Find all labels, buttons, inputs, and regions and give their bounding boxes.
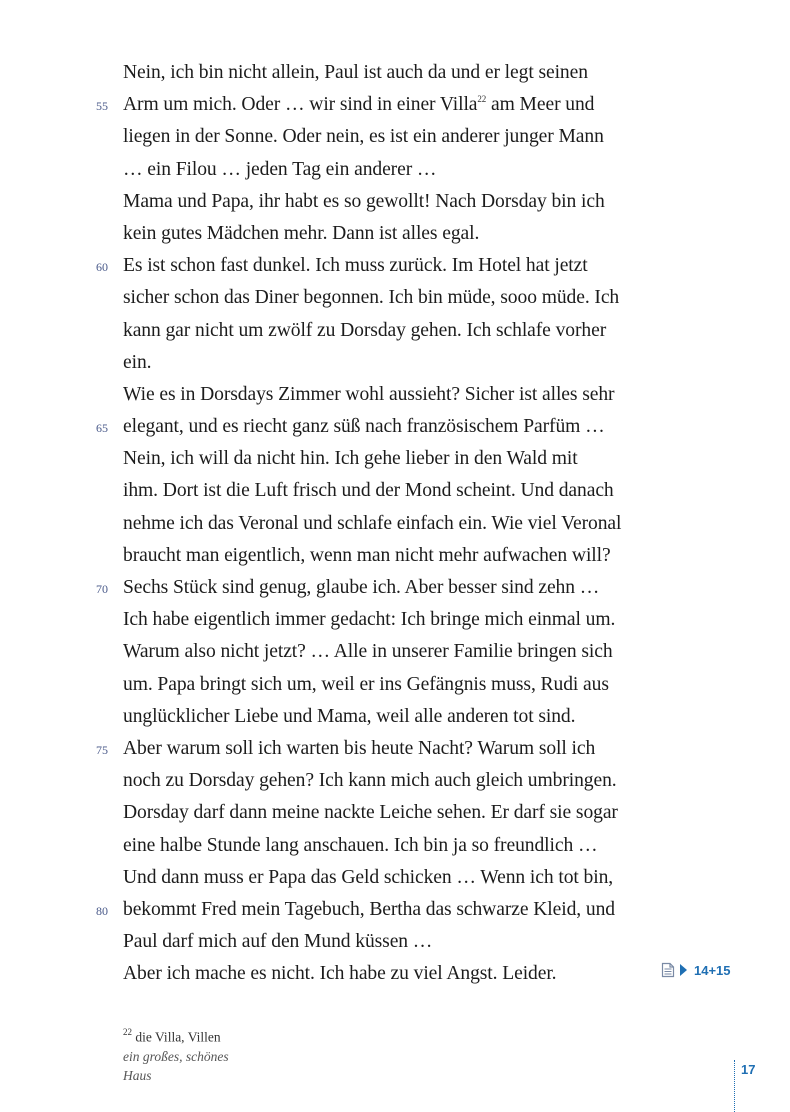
line-text: Sechs Stück sind genug, glaube ich. Aber besser sind zehn … — [123, 577, 600, 598]
footnote-definition-line-1: ein großes, schönes — [123, 1048, 229, 1064]
line-number: 75 — [96, 742, 108, 757]
line-text: Nein, ich will da nicht hin. Ich gehe lieber in den Wald mit — [123, 448, 578, 470]
line-text: um. Papa bringt sich um, weil er ins Gefängnis muss, Rudi aus — [123, 673, 609, 695]
text-line — [0, 797, 790, 829]
line-text: unglücklicher Liebe und Mama, weil alle anderen tot sind. — [123, 705, 576, 727]
line-text: nehme ich das Veronal und schlafe einfach ein. Wie viel Veronal — [123, 512, 622, 534]
text-line — [0, 636, 790, 668]
line-text: kann gar nicht um zwölf zu Dorsday gehen. Ich schlafe vorher — [123, 319, 607, 341]
line-number: 80 — [96, 903, 108, 918]
line-text: Wie es in Dorsdays Zimmer wohl aussieht? Sicher ist alles sehr — [123, 383, 615, 405]
line-text: ihm. Dort ist die Luft frisch und der Mond scheint. Und danach — [123, 480, 614, 502]
text-line — [0, 282, 790, 314]
text-line — [0, 443, 790, 475]
line-text: Paul darf mich auf den Mund küssen … — [123, 931, 433, 953]
text-line — [0, 57, 790, 89]
text-line — [0, 733, 790, 765]
footnote-number: 22 — [123, 1027, 132, 1037]
footnote-definition-line-2: Haus — [123, 1067, 152, 1083]
line-text-continued: am Meer und — [486, 94, 595, 116]
text-line — [0, 862, 790, 894]
line-text: braucht man eigentlich, wenn man nicht mehr aufwachen will? — [123, 544, 611, 566]
text-line — [0, 250, 790, 282]
audio-track-label[interactable]: 14+15 — [694, 962, 731, 978]
line-text: Mama und Papa, ihr habt es so gewollt! Nach Dorsday bin ich — [123, 190, 605, 212]
line-text: ein. — [123, 351, 152, 373]
text-line — [0, 411, 790, 443]
line-number: 70 — [96, 582, 108, 596]
text-line — [0, 765, 790, 797]
line-text: Arm um mich. Oder … wir sind in einer Villa — [123, 94, 478, 116]
text-line — [0, 604, 790, 636]
text-line — [0, 669, 790, 701]
line-text: kein gutes Mädchen mehr. Dann ist alles egal. — [123, 222, 480, 244]
line-text: sicher schon das Diner begonnen. Ich bin müde, sooo müde. Ich — [123, 287, 620, 309]
text-line — [0, 379, 790, 411]
line-text: Es ist schon fast dunkel. Ich muss zurück. Im Hotel hat jetzt — [123, 255, 588, 277]
play-icon[interactable] — [679, 963, 688, 977]
line-text: Aber warum soll ich warten bis heute Nacht? Warum soll ich — [123, 737, 596, 759]
text-line — [0, 475, 790, 507]
page-number: 17 — [741, 1062, 756, 1077]
line-text: Dorsday darf dann meine nackte Leiche sehen. Er darf sie sogar — [123, 802, 618, 824]
text-line — [0, 347, 790, 379]
audio-track-marker[interactable] — [661, 960, 731, 980]
line-number: 60 — [96, 260, 108, 275]
text-line — [0, 508, 790, 540]
line-number: 65 — [96, 421, 108, 436]
footnote-term-line — [123, 1024, 229, 1047]
line-text: liegen in der Sonne. Oder nein, es ist ein anderer junger Mann — [123, 126, 604, 148]
text-line — [0, 830, 790, 862]
main-text — [0, 57, 790, 990]
text-line — [0, 894, 790, 926]
text-line — [0, 701, 790, 733]
text-line — [0, 218, 790, 250]
line-text: Warum also nicht jetzt? … Alle in unserer Familie bringen sich — [123, 641, 613, 663]
text-line — [0, 540, 790, 572]
page-number-rule — [734, 1060, 756, 1112]
text-line — [0, 186, 790, 218]
text-line — [0, 154, 790, 186]
line-text: … ein Filou … jeden Tag ein anderer … — [123, 158, 437, 180]
text-line — [0, 572, 790, 604]
document-icon — [661, 962, 675, 978]
footnote — [123, 1024, 229, 1085]
line-text: bekommt Fred mein Tagebuch, Bertha das schwarze Kleid, und — [123, 898, 615, 920]
text-line — [0, 89, 790, 121]
line-text: Und dann muss er Papa das Geld schicken … Wenn ich tot bin, — [123, 866, 614, 888]
line-text: Ich habe eigentlich immer gedacht: Ich bringe mich einmal um. — [123, 609, 616, 631]
footnote-term: die Villa, Villen — [135, 1029, 221, 1045]
line-text: elegant, und es riecht ganz süß nach französischem Parfüm … — [123, 416, 605, 438]
line-text: noch zu Dorsday gehen? Ich kann mich auch gleich umbringen. — [123, 770, 617, 792]
text-line — [0, 121, 790, 153]
line-text: eine halbe Stunde lang anschauen. Ich bin ja so freundlich … — [123, 834, 598, 856]
line-text: Aber ich mache es nicht. Ich habe zu viel Angst. Leider. — [123, 963, 557, 985]
line-number: 55 — [96, 99, 108, 114]
text-line — [0, 315, 790, 347]
footnote-reference[interactable]: 22 — [477, 94, 487, 105]
text-line — [0, 926, 790, 958]
line-text: Nein, ich bin nicht allein, Paul ist auch da und er legt seinen — [123, 62, 588, 83]
